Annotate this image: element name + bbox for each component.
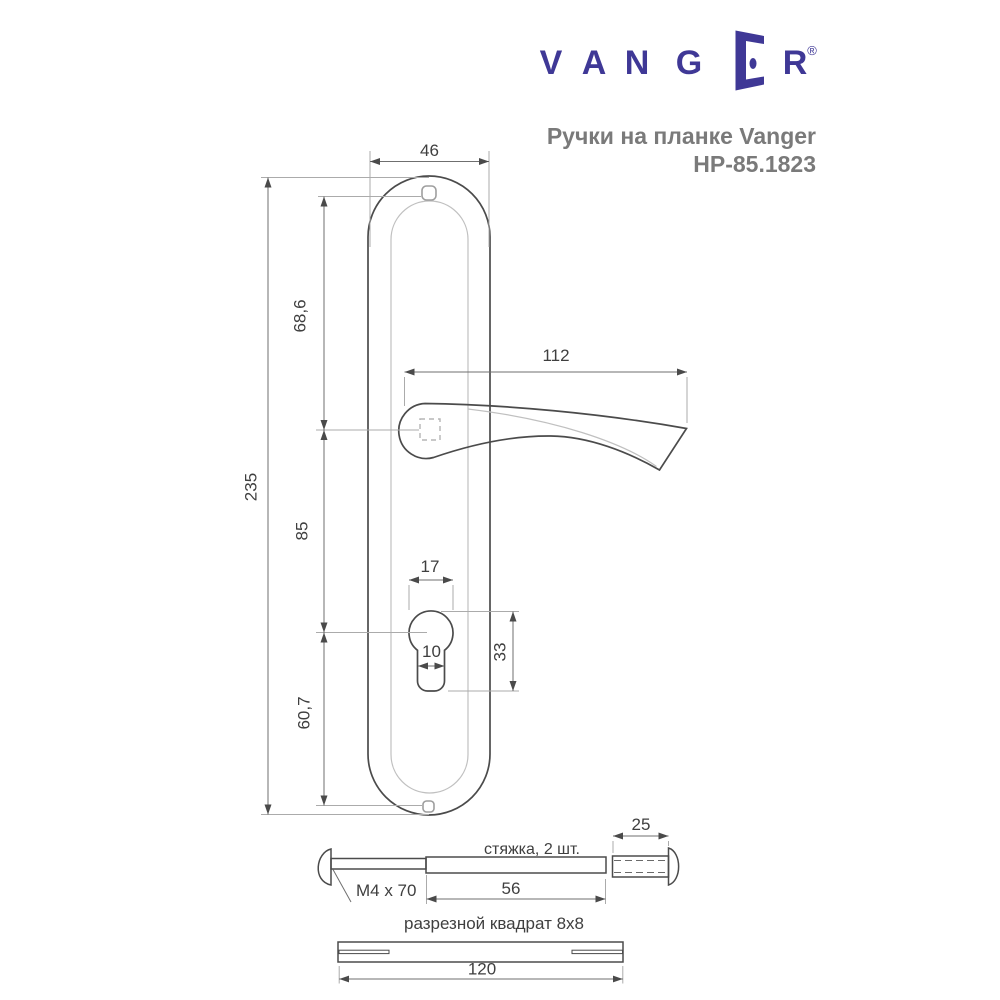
square-bar-drawing [338,914,623,984]
dim-plate-width: 46 [420,141,439,160]
door-knob-dot [750,58,757,69]
product-code: HP-85.1823 [693,151,816,177]
door-icon [736,31,765,91]
dim-handle-to-cylinder: 85 [292,521,312,541]
dim-top-to-handle: 68,6 [290,299,310,333]
dim-cylinder-slot-width: 10 [422,642,441,661]
dim-bar-length: 120 [467,959,497,979]
plate-outer-outline [368,176,490,815]
top-screw-hole [422,186,436,200]
dim-sleeve-length: 25 [631,815,651,834]
sleeve-cap [669,848,679,885]
product-header [547,123,816,177]
tie-rod-body [426,857,606,873]
bottom-screw-hole [423,801,434,812]
dimension-lines [242,141,688,815]
dim-cylinder-height: 33 [490,642,510,662]
registered-trademark-icon: ® [807,43,817,58]
spindle-square-hole [420,419,440,440]
dim-rod-body-length: 56 [501,879,521,898]
vanger-logo [540,31,818,91]
logo-letter-a: A [581,44,607,82]
door-frame-shape [736,31,765,91]
tie-rod-label: стяжка, 2 шт. [483,841,581,858]
dim-handle-length: 112 [542,346,570,365]
logo-letter-v: V [539,44,563,82]
split-slot-left [339,950,389,953]
dim-cylinder-to-bottom: 60,7 [294,696,314,730]
tie-rod-thread-label: M4 x 70 [356,881,417,900]
plate-inner-outline [391,201,468,793]
tie-rod-threaded-shaft [331,859,426,870]
dim-cylinder-circle-width: 17 [420,557,440,576]
logo-letter-r: R [782,44,808,82]
dim-total-height: 235 [241,472,261,502]
handle-edge-highlight [468,409,657,467]
tie-rod-drawing [318,815,678,904]
tie-rod-head [318,849,331,885]
product-title: Ручки на планке Vanger [546,123,816,149]
handle-outline [399,404,687,471]
logo-letter-g: G [675,44,703,82]
plate-drawing [368,176,687,815]
extension-lines [261,151,687,815]
leader-line-m4 [333,870,351,903]
split-slot-right [572,950,623,953]
logo-letter-n: N [624,44,650,82]
tie-rod-sleeve [613,856,669,877]
square-bar-label: разрезной квадрат 8x8 [403,914,585,933]
